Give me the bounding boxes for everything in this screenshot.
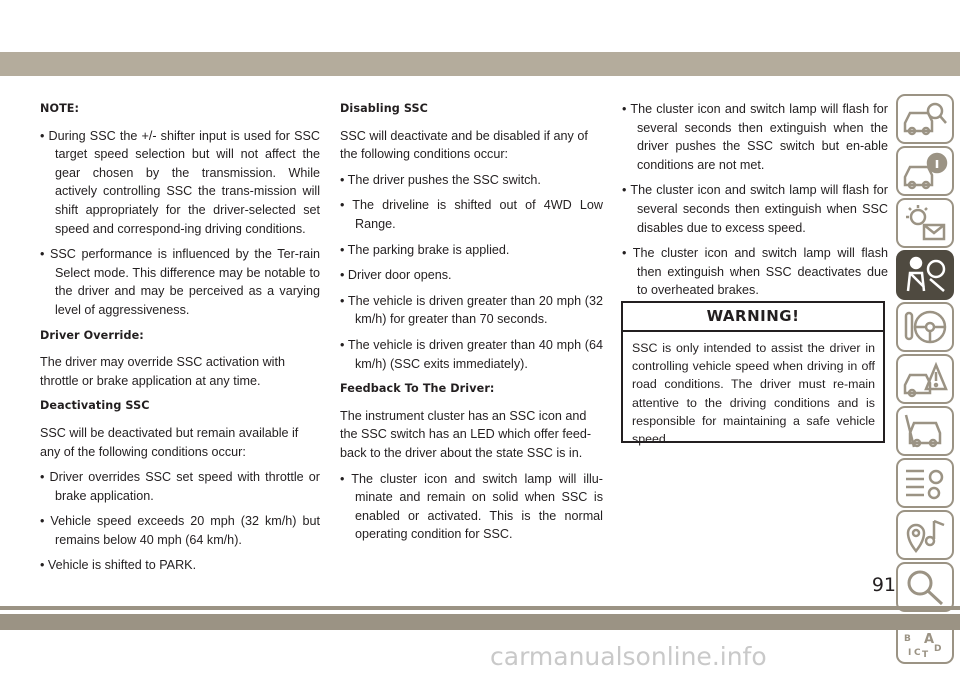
tab-car-info[interactable] (896, 146, 954, 196)
feedback-heading: Feedback To The Driver: (340, 382, 495, 396)
tab-multimedia[interactable] (896, 510, 954, 560)
tab-safety[interactable] (896, 250, 954, 300)
driver-override-text: The driver may override SSC activation with throttle or brake application at any time. (40, 355, 285, 388)
music-location-icon (902, 515, 948, 555)
cluster-bullet: • The cluster icon and switch lamp will flash then extinguish when SSC deactivates due to overheated brakes. (622, 246, 888, 298)
page-number: 91 (871, 574, 896, 596)
top-header-band (0, 52, 960, 76)
feedback-bullet: • The cluster icon and switch lamp will illu-minate and remain on solid when SSC is enabled or activated. This is the normal operating condition for SSC. (340, 471, 603, 542)
seatbelt-airbag-icon (902, 255, 948, 295)
deactivating-bullet: • Vehicle is shifted to PARK. (40, 558, 197, 573)
tab-car-search[interactable] (896, 94, 954, 144)
car-search-icon (902, 99, 948, 139)
disabling-bullet: • The parking brake is applied. (340, 242, 510, 257)
watermark: carmanualsonline.info (490, 642, 767, 671)
note-heading: NOTE: (40, 102, 80, 115)
svg-text:I: I (908, 648, 912, 658)
disabling-bullet: • The vehicle is driven greater than 20 mph (32 km/h) for greater than 70 seconds. (340, 293, 603, 327)
cluster-bullet: • The cluster icon and switch lamp will flash for several seconds then extinguish when SSC disables due to excess speed. (622, 183, 888, 235)
disabling-heading: Disabling SSC (340, 102, 428, 115)
footer-rule (0, 606, 960, 610)
warning-title: WARNING! (623, 303, 883, 332)
car-warning-icon (902, 359, 948, 399)
cluster-bullet: • The cluster icon and switch lamp will flash for several seconds then extinguish when the driver pushes the SSC switch but en-able conditions are not met. (622, 102, 888, 172)
warning-box (621, 301, 885, 447)
deactivating-bullet: • Vehicle speed exceeds 20 mph (32 km/h) but remains below 40 mph (64 km/h). (40, 514, 320, 547)
car-wrench-icon (902, 411, 948, 451)
svg-text:T: T (922, 650, 929, 659)
tab-servicing[interactable] (896, 406, 954, 456)
svg-text:A: A (924, 632, 935, 647)
disabling-bullet: • The vehicle is driven greater than 40 mph (64 km/h) (SSC exits immediately). (340, 337, 603, 371)
disabling-text: SSC will deactivate and be disabled if any of the following conditions occur: (340, 128, 588, 162)
section-tabs-sidebar (896, 94, 956, 666)
column-2 (340, 100, 603, 551)
svg-text:D: D (934, 644, 942, 654)
column-1 (40, 100, 320, 582)
magnifier-icon (902, 567, 948, 607)
note-bullet: • SSC performance is influenced by the Ter-rain Select mode. This difference may be notable to the driver and may be perceived as a varying level of aggressiveness. (40, 247, 320, 317)
tab-emergency[interactable] (896, 354, 954, 404)
column-3 (622, 100, 888, 307)
tab-specifications[interactable] (896, 458, 954, 508)
deactivating-heading: Deactivating SSC (40, 399, 150, 413)
tab-customer-assistance[interactable] (896, 562, 954, 612)
list-gears-icon (902, 463, 948, 503)
feedback-text: The instrument cluster has an SSC icon and the SSC switch has an LED which offer feed-back to the driver about the state SSC is in. (340, 408, 592, 460)
car-info-icon (902, 151, 948, 191)
light-message-icon (902, 203, 948, 243)
driver-override-heading: Driver Override: (40, 328, 144, 342)
warning-text: SSC is only intended to assist the driver in controlling vehicle speed when driving in off road conditions. The driver must re-main attentive to the driving conditions and is responsible for maintaining a safe vehicle speed. (632, 341, 875, 447)
tab-lights-messages[interactable] (896, 198, 954, 248)
svg-text:B: B (904, 634, 911, 644)
disabling-bullet: • Driver door opens. (340, 268, 452, 283)
svg-text:C: C (914, 648, 921, 658)
steering-wheel-icon (902, 307, 948, 347)
disabling-bullet: • The driveline is shifted out of 4WD Low Range. (340, 198, 603, 231)
disabling-bullet: • The driver pushes the SSC switch. (340, 172, 541, 187)
note-bullet: • During SSC the +/- shifter input is used for SSC target speed selection but will not affect the gear chosen by the transmission. While actively controlling SSC the trans-mission will shift appropriately for the driver-selected set speed and correspond-ing driving conditions. (40, 128, 320, 236)
deactivating-text: SSC will be deactivated but remain available if any of the following conditions occur: (40, 425, 299, 459)
footer-band (0, 614, 960, 630)
tab-starting-operating[interactable] (896, 302, 954, 352)
deactivating-bullet: • Driver overrides SSC set speed with throttle or brake application. (40, 470, 320, 503)
